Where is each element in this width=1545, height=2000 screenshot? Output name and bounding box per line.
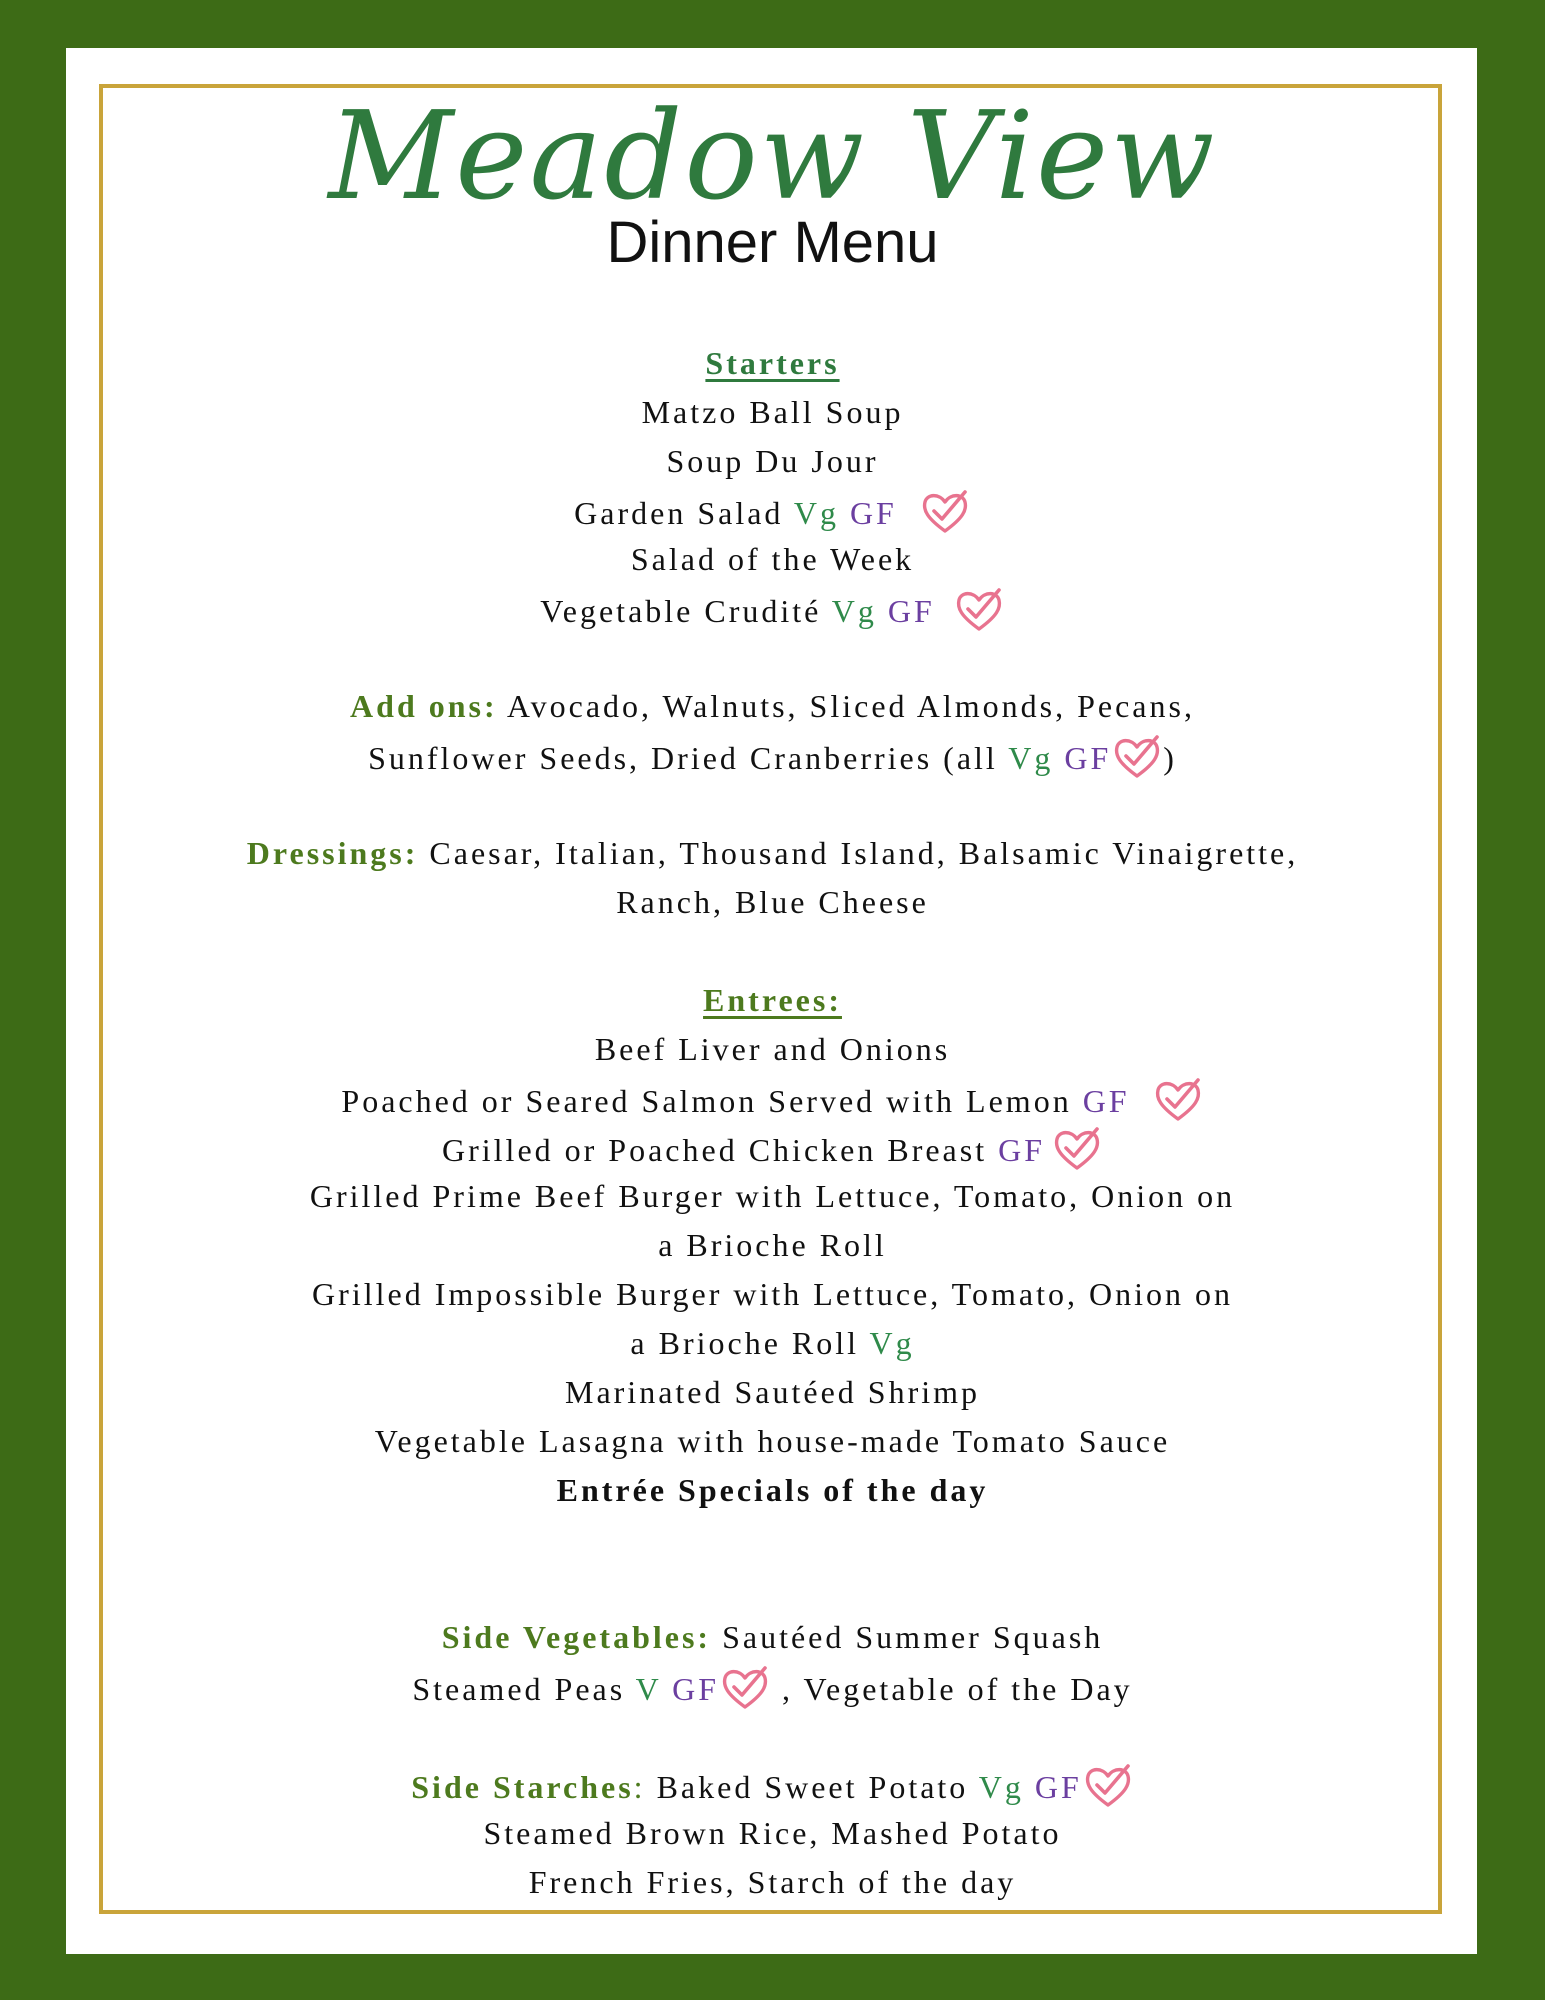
side-vegetables-line: Steamed Peas V GF , Vegetable of the Day — [0, 1662, 1545, 1711]
dressings-label: Dressings: — [246, 835, 419, 871]
entrees-heading: Entrees: — [703, 982, 842, 1018]
vegan-tag: Vg — [1008, 740, 1054, 776]
side-vegetables-line: Side Vegetables: Sautéed Summer Squash — [441, 1619, 1104, 1655]
gluten-free-tag: GF — [1064, 740, 1112, 776]
heart-check-icon — [1082, 1760, 1134, 1812]
gluten-free-tag: GF — [1082, 1083, 1130, 1119]
menu-content — [0, 339, 1545, 1907]
vegan-tag: Vg — [793, 495, 839, 531]
entree-item: Marinated Sautéed Shrimp — [564, 1374, 981, 1410]
heart-check-icon — [1152, 1074, 1204, 1126]
side-starches-line: Side Starches: Baked Sweet Potato Vg GF — [0, 1760, 1545, 1809]
brand-title: Meadow View — [328, 85, 1217, 227]
starter-item: Garden Salad Vg GF — [0, 486, 1545, 535]
gluten-free-tag: GF — [1034, 1769, 1082, 1805]
entree-item: Grilled or Poached Chicken Breast GF — [0, 1123, 1545, 1172]
heart-check-icon — [719, 1662, 771, 1714]
vegan-tag: V — [635, 1671, 662, 1707]
entree-item: Grilled Impossible Burger with Lettuce, Tomato, Onion on — [312, 1276, 1233, 1312]
gluten-free-tag: GF — [849, 495, 897, 531]
heart-check-icon — [919, 486, 971, 538]
starter-item: Soup Du Jour — [666, 443, 879, 479]
addons-line: Sunflower Seeds, Dried Cranberries (all Vg GF ) — [0, 731, 1545, 780]
starter-item: Vegetable Crudité Vg GF — [0, 584, 1545, 633]
dressings-line: Dressings: Caesar, Italian, Thousand Island, Balsamic Vinaigrette, — [246, 835, 1299, 871]
entree-specials: Entrée Specials of the day — [556, 1472, 989, 1508]
addons-label: Add ons: — [350, 688, 498, 724]
gluten-free-tag: GF — [672, 1671, 720, 1707]
heart-check-icon — [953, 584, 1005, 636]
entree-item: a Brioche Roll Vg — [630, 1325, 915, 1361]
starters-heading: Starters — [705, 345, 840, 381]
gluten-free-tag: GF — [998, 1132, 1045, 1168]
side-starches-label: Side Starches — [411, 1769, 634, 1805]
entree-item: a Brioche Roll — [658, 1227, 887, 1263]
heart-check-icon — [1111, 731, 1163, 783]
vegan-tag: Vg — [831, 593, 877, 629]
starter-item: Salad of the Week — [630, 541, 915, 577]
starter-item: Matzo Ball Soup — [641, 394, 904, 430]
gluten-free-tag: GF — [887, 593, 935, 629]
side-vegetables-label: Side Vegetables: — [441, 1619, 712, 1655]
heart-check-icon — [1051, 1123, 1103, 1175]
entree-item: Vegetable Lasagna with house-made Tomato Sauce — [374, 1423, 1171, 1459]
menu-subtitle: Dinner Menu — [606, 210, 939, 275]
entree-item: Beef Liver and Onions — [594, 1031, 951, 1067]
addons-line: Add ons: Avocado, Walnuts, Sliced Almonds, Pecans, — [350, 688, 1195, 724]
entree-item: Grilled Prime Beef Burger with Lettuce, Tomato, Onion on — [309, 1178, 1236, 1214]
side-starches-line: Steamed Brown Rice, Mashed Potato — [483, 1815, 1062, 1851]
dressings-line: Ranch, Blue Cheese — [616, 884, 929, 920]
side-starches-line: French Fries, Starch of the day — [528, 1864, 1017, 1900]
entree-item: Poached or Seared Salmon Served with Lemon GF — [0, 1074, 1545, 1123]
vegan-tag: Vg — [978, 1769, 1024, 1805]
vegan-tag: Vg — [869, 1325, 915, 1361]
